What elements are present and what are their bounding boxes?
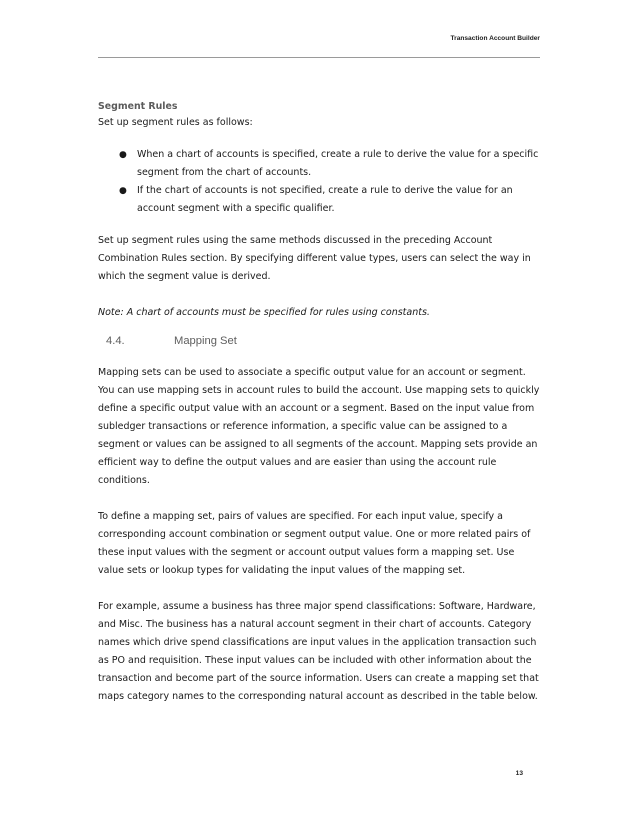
list-item <box>98 182 540 218</box>
section-number: 4.4. <box>106 335 125 347</box>
segment-rules-note: Note: A chart of accounts must be specified for rules using constants. <box>98 307 430 318</box>
list-item-text: If the chart of accounts is not specified, create a rule to derive the value for an account segment with a specific qualifier. <box>137 185 513 214</box>
running-header: Transaction Account Builder <box>450 35 540 42</box>
section-title: Mapping Set <box>174 335 237 347</box>
mapping-set-paragraph: To define a mapping set, pairs of values are specified. For each input value, specify a corresponding account combination or segment output value. One or more related pairs of these input values with the segment or account output values form a mapping set. Use value sets or lookup types for validating the input values of the mapping set. <box>98 511 531 576</box>
segment-rules-paragraph: Set up segment rules using the same methods discussed in the preceding Account Combination Rules section. By specifying different value types, users can select the way in which the segment value is derived. <box>98 235 531 282</box>
bullet-icon: ● <box>119 186 127 196</box>
segment-rules-intro: Set up segment rules as follows: <box>98 117 253 128</box>
mapping-set-paragraph: For example, assume a business has three major spend classifications: Software, Hardware, and Misc. The business has a natural account segment in their chart of accounts. Category names which drive spend classifications are input values in the application transaction such as PO and requisition. These input values can be included with other information about the transaction and become part of the source information. Users can create a mapping set that maps category names to the corresponding natural account as described in the table below. <box>98 601 539 702</box>
mapping-set-paragraph: Mapping sets can be used to associate a specific output value for an account or segment. You can use mapping sets in account rules to build the account. Use mapping sets to quickly define a specific output value with an account or a segment. Based on the input value from subledger transactions or reference information, a specific value can be assigned to a segment or values can be assigned to all segments of the account. Mapping sets provide an efficient way to define the output values and are easier than using the account rule conditions. <box>98 367 540 486</box>
list-item <box>98 146 540 182</box>
bullet-icon: ● <box>119 150 127 160</box>
segment-rules-list <box>98 146 540 218</box>
header-divider <box>98 57 540 58</box>
page-number: 13 <box>515 770 523 777</box>
segment-rules-heading: Segment Rules <box>98 101 178 112</box>
list-item-text: When a chart of accounts is specified, create a rule to derive the value for a specific segment from the chart of accounts. <box>137 149 539 178</box>
section-heading-mapping-set <box>98 332 540 350</box>
page-body <box>98 100 540 706</box>
